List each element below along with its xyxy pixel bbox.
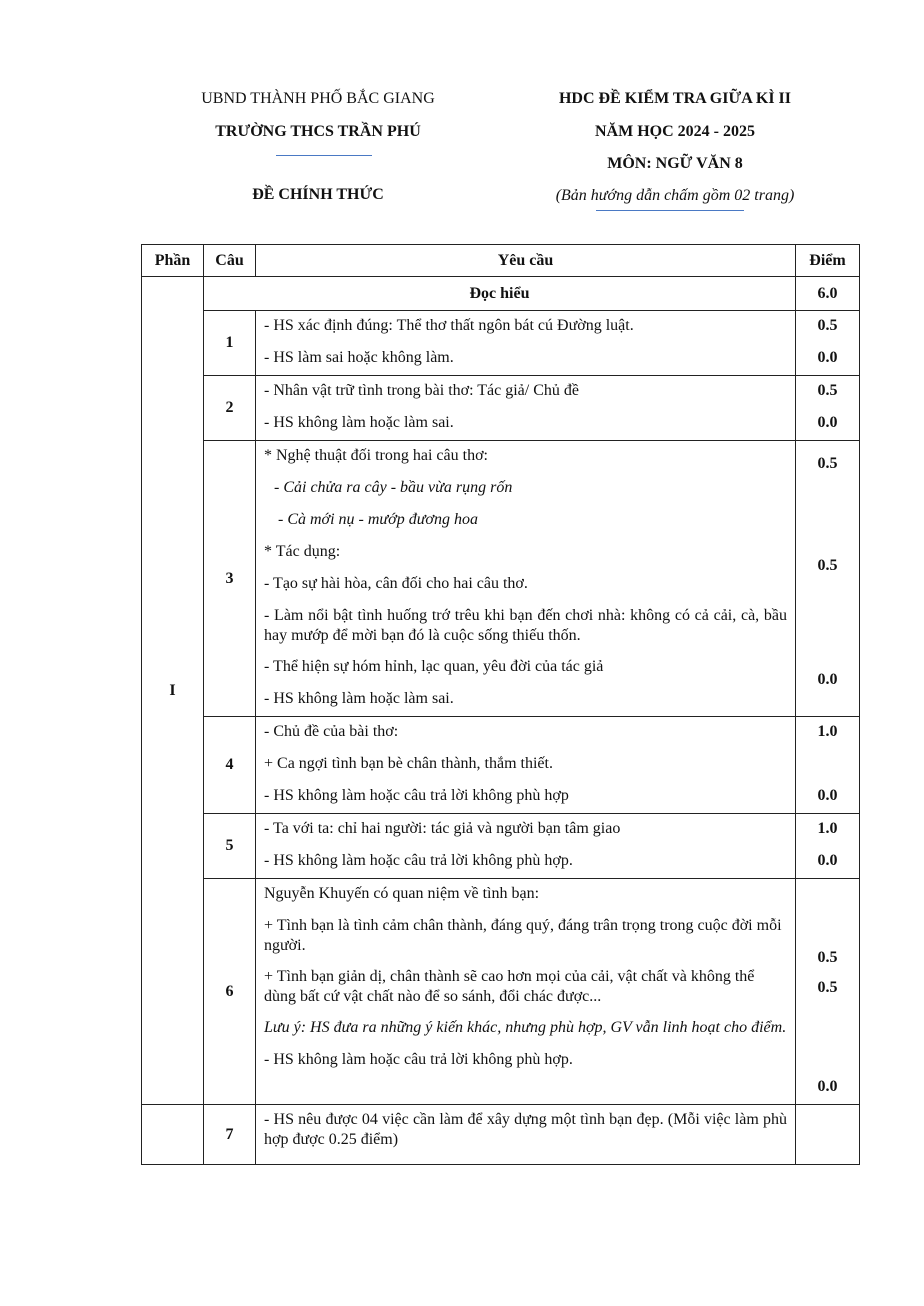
requirement-line: - HS xác định đúng: Thể thơ thất ngôn bát cú Đường luật. (264, 317, 634, 334)
requirement-line: - HS không làm hoặc làm sai. (264, 414, 454, 431)
requirement-line: - HS không làm hoặc làm sai. (264, 690, 454, 707)
table-row (142, 376, 860, 441)
question-number: 2 (204, 376, 256, 441)
score-cell (796, 1105, 860, 1165)
question-number: 5 (204, 814, 256, 879)
requirement-cell (256, 814, 796, 879)
score-value: 0.0 (817, 1078, 838, 1096)
part-cell-empty (142, 1105, 204, 1165)
score-value: 0.5 (817, 949, 838, 966)
score-cell (796, 717, 860, 814)
requirement-line: - Nhân vật trữ tình trong bài thơ: Tác giả/ Chủ đề (264, 382, 579, 399)
score-value: 0.5 (817, 317, 838, 334)
page-note: (Bản hướng dẫn chấm gồm 02 trang) (555, 187, 795, 204)
question-number: 7 (204, 1105, 256, 1165)
requirement-line: Nguyễn Khuyến có quan niệm về tình bạn: (264, 885, 540, 902)
requirement-cell (256, 311, 796, 376)
score-value: 0.0 (817, 414, 838, 431)
requirement-line: - Làm nổi bật tình huống trớ trêu khi bạn đến chơi nhà: không có cả cải, cà, bầu hay mướp để mời bạn đó là cuộc sống thiếu thốn. (264, 607, 787, 644)
score-value: 0.0 (817, 787, 838, 804)
score-cell (796, 311, 860, 376)
poem-line: - Cải chửa ra cây - bầu vừa rụng rốn (274, 479, 513, 496)
score-value: 0.5 (817, 978, 838, 996)
score-value: 0.5 (817, 557, 838, 574)
doc-title: HDC ĐỀ KIỂM TRA GIỮA KÌ II (558, 90, 792, 107)
requirement-line: - Thể hiện sự hóm hỉnh, lạc quan, yêu đời của tác giả (264, 658, 604, 675)
table-row (142, 311, 860, 376)
authority-name: UBND THÀNH PHỐ BẮC GIANG (201, 90, 435, 107)
requirement-line: - HS không làm hoặc câu trả lời không phù hợp. (264, 852, 573, 869)
table-row (142, 441, 860, 717)
score-text: 0.5 (817, 455, 838, 472)
subject: MÔN: NGỮ VĂN 8 (607, 155, 743, 172)
requirement-line: - HS không làm hoặc câu trả lời không phù hợp. (264, 1051, 573, 1068)
question-number: 4 (204, 717, 256, 814)
official-label: ĐỀ CHÍNH THỨC (252, 186, 384, 203)
requirement-line: - HS không làm hoặc câu trả lời không phù hợp (264, 787, 569, 804)
requirement-cell (256, 441, 796, 717)
question-number: 6 (204, 879, 256, 1105)
col-question-header: Câu (204, 245, 256, 277)
requirement-line: + Tình bạn giản dị, chân thành sẽ cao hơn mọi của cải, vật chất và không thể dùng bất cứ vật chất nào để so sánh, đổi chác được... (264, 968, 755, 1005)
requirement-cell (256, 879, 796, 1105)
col-part-header: Phần (142, 245, 204, 277)
score-cell (796, 879, 860, 1105)
requirement-line: - HS làm sai hoặc không làm. (264, 349, 454, 366)
score-value: 0.0 (817, 671, 838, 688)
score-value: 1.0 (817, 820, 838, 837)
col-score-header: Điểm (796, 245, 860, 277)
section-score: 6.0 (796, 277, 860, 311)
table-row (142, 717, 860, 814)
poem-line: - Cà mới nụ - mướp đương hoa (278, 511, 478, 528)
col-requirement-header: Yêu cầu (256, 245, 796, 277)
question-number: 3 (204, 441, 256, 717)
requirement-line: - Chủ đề của bài thơ: (264, 723, 399, 740)
part-cell: I (142, 277, 204, 1105)
requirement-line: * Nghệ thuật đối trong hai câu thơ: (264, 447, 488, 464)
school-name: TRƯỜNG THCS TRẦN PHÚ (215, 123, 421, 140)
score-cell (796, 376, 860, 441)
score-value (796, 441, 859, 484)
table-row (142, 814, 860, 879)
score-value: 0.0 (817, 349, 838, 366)
requirement-cell (256, 376, 796, 441)
requirement-cell (256, 717, 796, 814)
requirement-line: + Ca ngợi tình bạn bè chân thành, thắm thiết. (264, 755, 553, 772)
score-cell (796, 814, 860, 879)
section-row (142, 277, 860, 311)
table-row (142, 879, 860, 1105)
requirement-line: - HS nêu được 04 việc cần làm để xây dựng một tình bạn đẹp. (Mỗi việc làm phù hợp được 0.25 điểm) (264, 1111, 787, 1149)
table-header-row (142, 245, 860, 277)
answer-table (141, 244, 860, 1165)
question-number: 1 (204, 311, 256, 376)
school-year: NĂM HỌC 2024 - 2025 (595, 123, 755, 140)
requirement-line: - Ta với ta: chỉ hai người: tác giả và người bạn tâm giao (264, 820, 621, 837)
requirement-line: - Tạo sự hài hòa, cân đối cho hai câu thơ. (264, 575, 528, 592)
note-line: Lưu ý: HS đưa ra những ý kiến khác, nhưng phù hợp, GV vẫn linh hoạt cho điểm. (264, 1019, 787, 1036)
score-value: 0.5 (817, 382, 838, 399)
table-row (142, 1105, 860, 1165)
requirement-line: + Tình bạn là tình cảm chân thành, đáng quý, đáng trân trọng trong cuộc đời mỗi người. (264, 917, 782, 954)
score-value: 1.0 (817, 723, 838, 740)
score-cell (796, 441, 860, 717)
page-note-underline (596, 210, 744, 211)
section-title: Đọc hiểu (204, 277, 796, 311)
requirement-cell (256, 1105, 796, 1165)
requirement-line: * Tác dụng: (264, 543, 341, 560)
school-underline (276, 155, 372, 156)
score-value: 0.0 (817, 852, 838, 869)
